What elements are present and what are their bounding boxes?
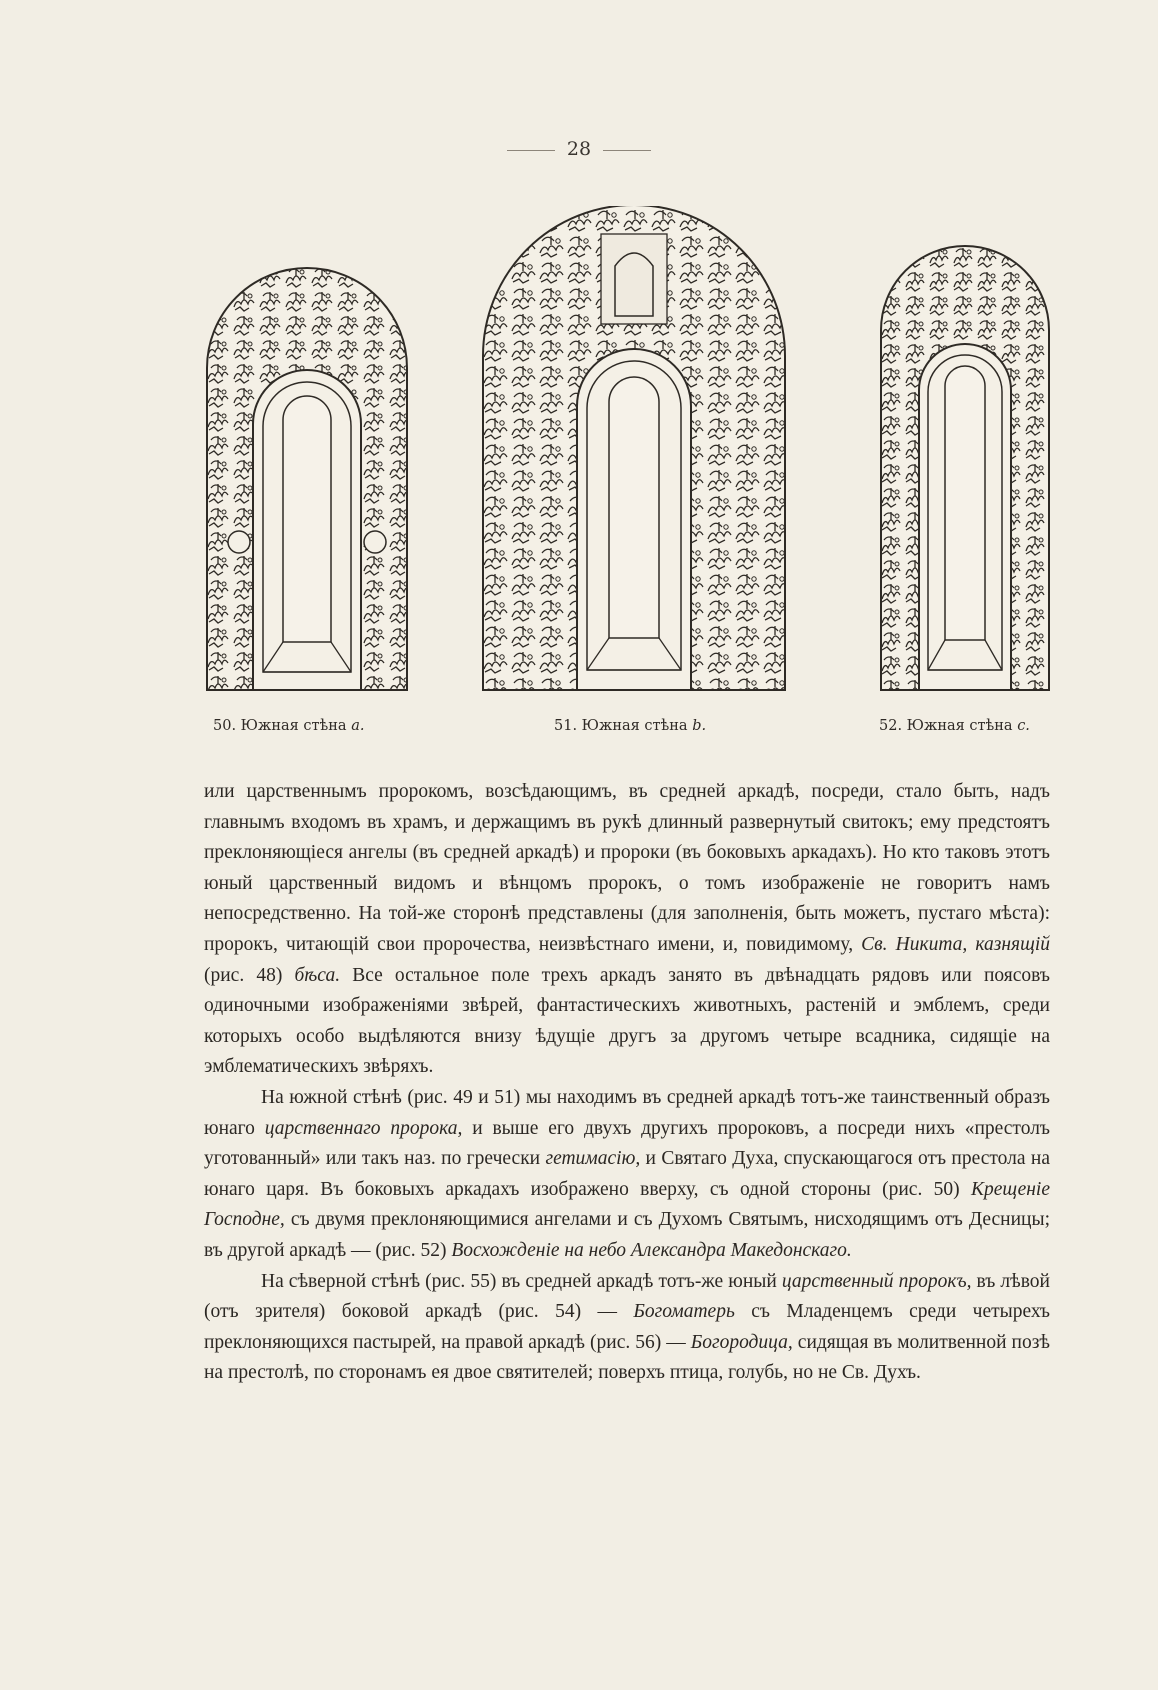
italic-name: Крещеніе Господне, [204,1178,1050,1231]
figure-letter: c. [1017,718,1030,734]
italic-name: бѣса. [294,964,341,986]
body-text [204,777,1050,1389]
text-run: съ двумя преклоняющимися ангелами и съ Духомъ Святымъ, нисходящимъ отъ Десницы; въ другой аркадѣ — (рис. 52) [204,1209,1050,1261]
text-run: и Святаго Духа, спускающагося отъ престола на юнаго царя. Въ боковыхъ аркадахъ изображено вверху, съ одной стороны (рис. 50) [204,1148,1050,1200]
figure-50-south-wall-a [205,264,409,692]
arched-wall-illustration [205,264,409,692]
text-run: и выше его двухъ другихъ пророковъ, а посреди нихъ «престолъ уготованный» или такъ наз. по гречески [204,1117,1051,1170]
arched-wall-illustration [481,206,787,692]
italic-name: Богородица, [690,1331,793,1353]
figure-caption-text: Южная стѣна [581,718,688,734]
text-run: или царственнымъ пророкомъ, возсѣдающимъ, въ средней аркадѣ, посреди, стало быть, надъ главнымъ входомъ въ храмъ, и держащимъ въ рукѣ длинный развернутый свитокъ; ему предстоятъ преклоняющіеся ангелы (въ средней аркадѣ) и пророки (въ боковыхъ аркадахъ). Но кто таковъ этотъ юный царственный видомъ и вѣнцомъ пророкъ, о томъ изображеніе не говоритъ намъ непосредственно. На той-же сторонѣ представлены (для заполненія, быть можетъ, пустаго мѣста): пророкъ, читающій свои пророчества, неизвѣстнаго имени, и, повидимому, [204,781,1050,955]
italic-name: Богоматерь [633,1301,735,1323]
text-run: Все остальное поле трехъ аркадъ занято въ двѣнадцать рядовъ или поясовъ одиночными изображеніями звѣрей, фантастическихъ животныхъ, растеній и эмблемъ, среди которыхъ особо выдѣляются внизу ѣдущіе другъ за другомъ четыре всадника, сидящіе на эмблематическихъ звѣряхъ. [204,964,1050,1078]
text-run: сидящая въ молитвенной позѣ на престолѣ, по сторонамъ ея двое святителей; поверхъ птица, голубь, но не Св. Духъ. [204,1331,1050,1384]
page-number-rule-right [603,150,651,151]
paragraph-2 [204,1083,1050,1267]
figure-letter: b. [692,718,707,734]
text-run: На сѣверной стѣнѣ (рис. 55) въ средней аркадѣ тотъ-же юный [261,1270,782,1292]
paragraph-1 [204,777,1050,1083]
italic-name: царственный пророкъ, [781,1270,972,1292]
italic-name: Восхожденіе на небо Александра Македонскаго. [451,1239,852,1261]
text-run: (рис. 48) [204,964,295,986]
figure-number: 50. [213,718,237,734]
text-run: въ лѣвой (отъ зрителя) боковой аркадѣ (рис. 54) — [204,1270,1050,1323]
page-number [0,138,1158,160]
text-run: На южной стѣнѣ (рис. 49 и 51) мы находимъ въ средней аркадѣ тотъ-же таинственный образъ юнаго [204,1086,1050,1139]
figure-number: 51. [554,718,578,734]
text-run: съ Младенцемъ среди четырехъ преклоняющихся пастырей, на правой аркадѣ (рис. 56) — [204,1301,1050,1353]
figure-number: 52. [879,718,903,734]
page-number-text: 28 [566,138,592,160]
paragraph-3 [204,1267,1050,1389]
arched-wall-illustration [879,244,1051,692]
italic-name: гетимасію, [545,1148,641,1170]
figure-51-south-wall-b [481,206,787,692]
figure-letter: a. [351,718,365,734]
page-number-rule-left [507,150,555,151]
figure-52-caption [879,718,1030,734]
figure-51-caption [554,718,706,734]
figure-caption-text: Южная стѣна [240,718,347,734]
italic-name: царственнаго пророка, [264,1117,463,1139]
italic-name: Св. Никита, казнящій [861,933,1050,955]
figure-caption-text: Южная стѣна [906,718,1013,734]
figure-50-caption [213,718,364,734]
figure-52-south-wall-c [879,244,1051,692]
